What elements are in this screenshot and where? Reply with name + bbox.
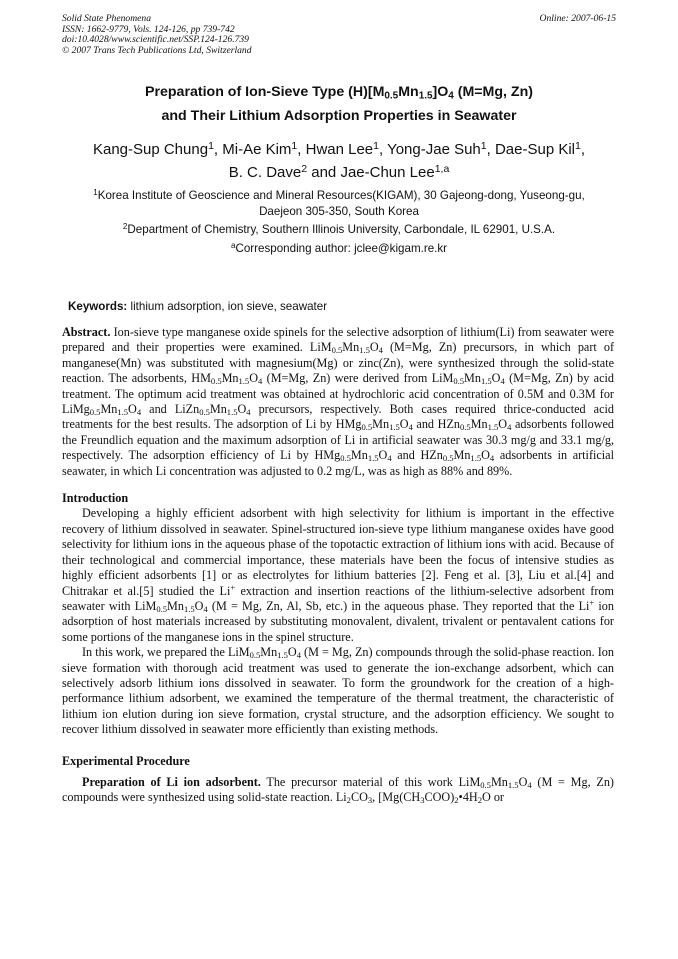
paper-body [62,325,614,806]
corresponding-author: $^a$Corresponding author: jclee@kigam.re.kr [230,240,448,255]
keywords [68,300,327,313]
section-heading-experimental: Experimental Procedure [62,753,190,768]
journal-issn: ISSN: 1662-9779, Vols. 124-126, pp 739-742 [62,23,235,35]
author-list: Kang-Sup Chung$^1$, Mi-Ae Kim$^1$, Hwan Lee$^1$, Yong-Jae Suh$^1$, Dae-Sup Kil$^1$, B. C. Dave$^2$ and Jae-Chun Lee$^{1,a}$ [92,139,586,181]
abstract-paragraph: Abstract. Ion-sieve type manganese oxide spinels for the selective adsorption of lithium(Li) from seawater were prepared and their properties were examined. $LiM_{0.5}Mn_{1.5}O_4$ (M=Mg, Zn) precursors, in which part of manganese(Mn) was substituted with magnesium(Mg) or zinc(Zn), were synthesized through the solid-state reaction. The adsorbents, $HM_{0.5}Mn_{1.5}O_4$ (M=Mg, Zn) were derived from $LiM_{0.5}Mn_{1.5}O_4$ (M=Mg, Zn) by acid treatment. The optimum acid treatment was obtained at hydrochloric acid concentration of 0.5M and 0.3M for $LiMg_{0.5}Mn_{1.5}O_4$ and $LiZn_{0.5}Mn_{1.5}O_4$ precursors, respectively. Both cases required thrice-conducted acid treatments for the best results. The adsorption of Li by $HMg_{0.5}Mn_{1.5}O_4$ and $HZn_{0.5}Mn_{1.5}O_4$ adsorbents followed the Freundlich equation and the maximum adsorption of Li in artificial seawater was 30.3 mg/g and 33.1 mg/g, respectively. The adsorption efficiency of Li by $HMg_{0.5}Mn_{1.5}O_4$ and $HZn_{0.5}Mn_{1.5}O_4$ adsorbents in artificial seawater, in which Li concentration was adjusted to 0.2 mg/L, was as high as 88% and 89%. [62,325,615,478]
title-line-2: and Their Lithium Adsorption Properties in Seawater [161,108,517,124]
abstract-label: Abstract. [62,325,111,339]
journal-doi: doi:10.4028/www.scientific.net/SSP.124-126.739 [62,34,249,46]
experimental-paragraph-1: Preparation of Li ion adsorbent. The precursor material of this work $LiM_{0.5}Mn_{1.5}O_4$ (M = Mg, Zn) compounds were synthesized using solid-state reaction. $Li_2CO_3$, [$Mg(CH_3COO)_2•4H_2O$ or [62,774,614,806]
title-line-1: Preparation of Ion-Sieve Type $(H)[M_{0.5}Mn_{1.5}]O_4$ (M=Mg, Zn) [145,84,533,102]
keywords-label: Keywords: [68,300,128,313]
journal-name: Solid State Phenomena [62,13,151,24]
affiliations [62,188,616,256]
paper-title [40,80,638,128]
journal-copyright: © 2007 Trans Tech Publications Ltd, Switzerland [62,44,252,56]
journal-header [62,14,616,56]
affiliation-1: $^1$Korea Institute of Geoscience and Mineral Resources(KIGAM), 30 Gajeong-dong, Yuseong-gu, [93,187,585,202]
section-heading-introduction: Introduction [62,491,129,506]
online-date: Online: 2007-06-15 [539,13,616,24]
author-name: Jae-Chun Lee [340,164,435,181]
author-name: B. C. Dave [228,164,302,181]
subsection-label: Preparation of Li ion adsorbent. [82,774,261,789]
author-name: Mi-Ae Kim [222,141,292,158]
author-name: Kang-Sup Chung [92,141,209,158]
introduction-paragraph-1: Developing a highly efficient adsorbent with high selectivity for lithium is important in the effective recovery of lithium dissolved in seawater. Spinel-structured ion-sieve type lithium manganese oxides have good selectivity for lithium ions in the aqueous phase of the topotactic extraction of lithium ions with acid. Because of their technological and commercial importance, these materials have been the focus of intensive studies as highly efficient adsorbents [1] or as electrolytes for lithium batteries [2]. Feng et al. [3], Liu et al.[4] and Chitrakar et al.[5] studied the Li+ extraction and insertion reactions of the lithium-selective adsorbent from seawater with $LiM_{0.5}Mn_{1.5}O_4$ (M = Mg, Zn, Al, Sb, etc.) in the aqueous phase. They reported that the Li+ ion adsorption of host materials increased by substituting monovalent, divalent, trivalent or pentavalent cations for some portions of the manganese ions in the spinel structure. [62,506,614,644]
introduction-paragraph-2: In this work, we prepared the $LiM_{0.5}Mn_{1.5}O_4$ (M = Mg, Zn) compounds through the solid-phase reaction. Ion sieve formation with thorough acid treatment was used to generate the ion-exchange adsorbent, which can selectively adsorb lithium ions dissolved in seawater. To form the groundwork for the creation of a high-performance lithium adsorbent, we examined the temperature of the thermal treatment, the characteristic of lithium ion elution during ion sieve formation, crystal structure, and the adsorption efficiency. We sought to recover lithium dissolved in seawater more efficiently than existing methods. [62,645,614,737]
affiliation-1-line-2: Daejeon 305-350, South Korea [259,204,419,218]
author-name: Hwan Lee [305,141,374,158]
author-name: Dae-Sup Kil [494,141,576,158]
keywords-text: lithium adsorption, ion sieve, seawater [127,300,328,313]
affiliation-2: $^2$Department of Chemistry, Southern Illinois University, Carbondale, IL 62901, U.S.A. [122,221,556,236]
author-name: Yong-Jae Suh [387,141,481,158]
